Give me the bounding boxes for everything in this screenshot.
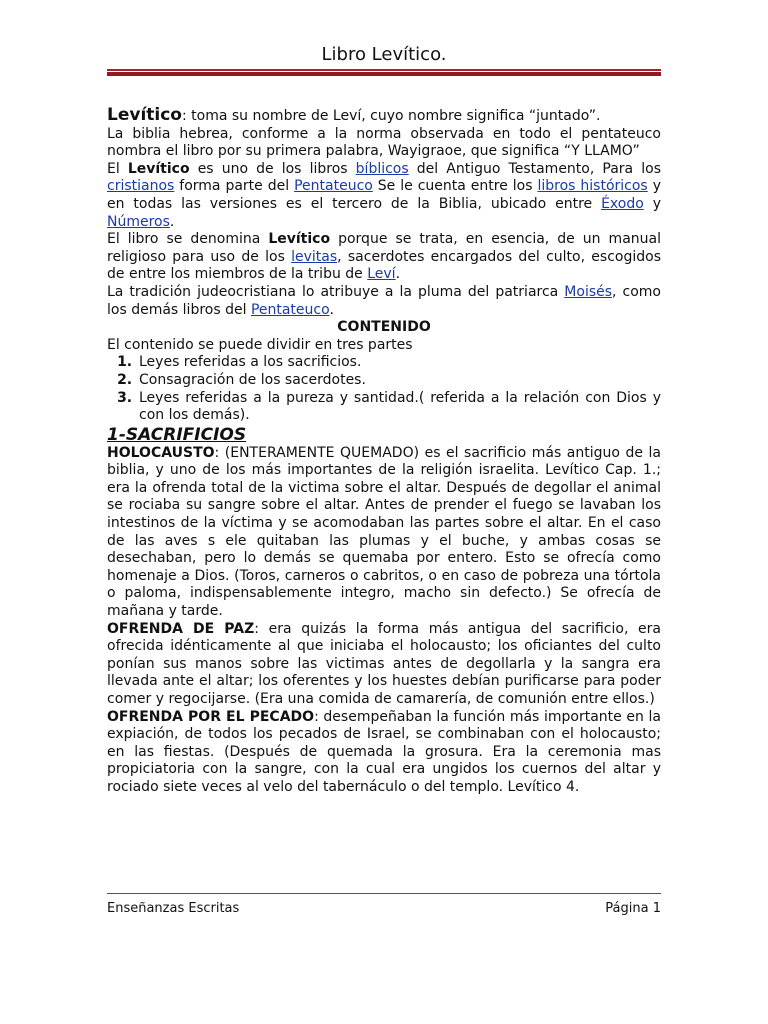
text-run: es uno de los libros xyxy=(189,160,356,177)
paragraph-ofrenda-paz xyxy=(107,621,661,709)
list-item: 1. Leyes referidas a los sacrificios. xyxy=(137,354,661,372)
intro-definition: : toma su nombre de Leví, cuyo nombre significa “juntado”. xyxy=(181,108,601,124)
text-run: El xyxy=(107,160,128,177)
link-biblicos[interactable]: bíblicos xyxy=(355,160,409,177)
contenido-list xyxy=(107,354,661,424)
text-run: . xyxy=(169,213,175,230)
text-run: , como los demás libros del xyxy=(107,283,661,318)
text-run: Se le cuenta entre los xyxy=(372,178,538,195)
ofrenda-pecado-term: OFRENDA POR EL PECADO xyxy=(107,708,315,725)
paragraph-biblia-hebrea: La biblia hebrea, conforme a la norma observada en todo el pentateuco nombra el libro por su primera palabra, Wayigraoe, que significa “Y LLAMO” xyxy=(107,125,661,160)
holocausto-text: : (ENTERAMENTE QUEMADO) es el sacrificio más antiguo de la biblia, y uno de los más importantes de la religión israelita. Levítico Cap. 1.; era la ofrenda total de la victima sobre el altar. Después de degollar el animal se rociaba su sangre sobre el altar. Antes de prender el fuego se lavaban los intestinos de la víctima y se acomodaban las partes sobre el altar. En el caso de las aves s ele quitaban las plumas y el buche, y ambas cosas se desechaban, pero lo demás se quemaba por entero. Esto se ofrecía como homenaje a Dios. (Toros, carneros o cabritos, o en caso de pobreza una tórtola o paloma, indispensablemente integro, macho sin defecto.) Se ofrecía de mañana y tarde. xyxy=(107,444,661,620)
page-number: Página 1 xyxy=(605,901,661,916)
paragraph-tradicion xyxy=(107,284,661,319)
link-moises[interactable]: Moisés xyxy=(564,283,613,300)
link-pentateuco-2[interactable]: Pentateuco xyxy=(250,301,330,318)
bold-term: Levítico xyxy=(127,160,190,177)
footer-left: Enseñanzas Escritas xyxy=(107,901,240,916)
contenido-intro: El contenido se puede dividir en tres partes xyxy=(107,336,413,353)
footer-rule xyxy=(107,893,661,894)
link-levitas[interactable]: levitas xyxy=(291,248,338,265)
paragraph-libros xyxy=(107,161,661,231)
contenido-heading: CONTENIDO xyxy=(337,319,431,336)
intro-term: Levítico xyxy=(107,105,182,125)
link-pentateuco[interactable]: Pentateuco xyxy=(294,178,373,195)
text-run: y en todas las versiones es el tercero de la Biblia, ubicado entre xyxy=(107,178,661,212)
link-exodo[interactable]: Éxodo xyxy=(601,195,644,212)
paragraph-denomina xyxy=(107,231,661,284)
sacrificios-heading: 1-SACRIFICIOS xyxy=(107,424,247,445)
list-item: 3. Leyes referidas a la pureza y santidad.( referida a la relación con Dios y con los demás). xyxy=(137,390,661,425)
holocausto-term: HOLOCAUSTO xyxy=(107,444,215,461)
link-numeros[interactable]: Números xyxy=(107,213,170,230)
text-run: forma parte del xyxy=(174,178,295,195)
paragraph-holocausto xyxy=(107,445,661,621)
text-run: y xyxy=(643,195,661,212)
link-levi[interactable]: Leví xyxy=(367,266,396,283)
ofrenda-paz-text: : era quizás la forma más antigua del sacrificio, era ofrecida idénticamente al que iniciaba el holocausto; los oficiantes del culto ponían sus manos sobre las victimas antes de degollarla y la sangra era llevada ante el altar; los oferentes y los huestes debían purificarse para poder comer y regocijarse. (Era una comida de camarería, de comunión entre ellos.) xyxy=(107,620,661,707)
list-item: 2. Consagración de los sacerdotes. xyxy=(137,372,661,390)
paragraph-ofrenda-pecado xyxy=(107,709,661,797)
link-cristianos[interactable]: cristianos xyxy=(107,178,175,195)
page-title: Libro Levítico. xyxy=(321,44,447,65)
header-rule-thin xyxy=(107,69,661,71)
text-run: , sacerdotes encargados del culto, escogidos de entre los miembros de la tribu de xyxy=(107,248,661,283)
text-run: porque se trata, en esencia, de un manual religioso para uso de los xyxy=(107,231,661,265)
document-body xyxy=(107,107,661,797)
ofrenda-paz-term: OFRENDA DE PAZ xyxy=(107,620,255,637)
page-footer xyxy=(107,901,661,916)
ofrenda-pecado-text: : desempeñaban la función más importante en la expiación, de todos los pecados de Israel, se combinaban con el holocausto; en las fiestas. (Después de quemada la grosura. Era la ceremonia mas propiciatoria con la sangre, con la cual era ungidos los cuernos del altar y rociado siete veces al velo del tabernáculo o del templo. Levítico 4. xyxy=(107,708,661,795)
link-libros-historicos[interactable]: libros históricos xyxy=(537,178,648,195)
header-rule-thick xyxy=(107,72,661,76)
text-run: del Antiguo Testamento, Para los xyxy=(408,160,661,177)
text-run: . xyxy=(395,266,401,283)
intro-paragraph xyxy=(107,107,661,126)
bold-term: Levítico xyxy=(268,231,331,248)
text-run: La tradición judeocristiana lo atribuye a la pluma del patriarca xyxy=(107,283,565,300)
text-run: El libro se denomina xyxy=(107,231,269,248)
text-run: . xyxy=(329,301,334,318)
